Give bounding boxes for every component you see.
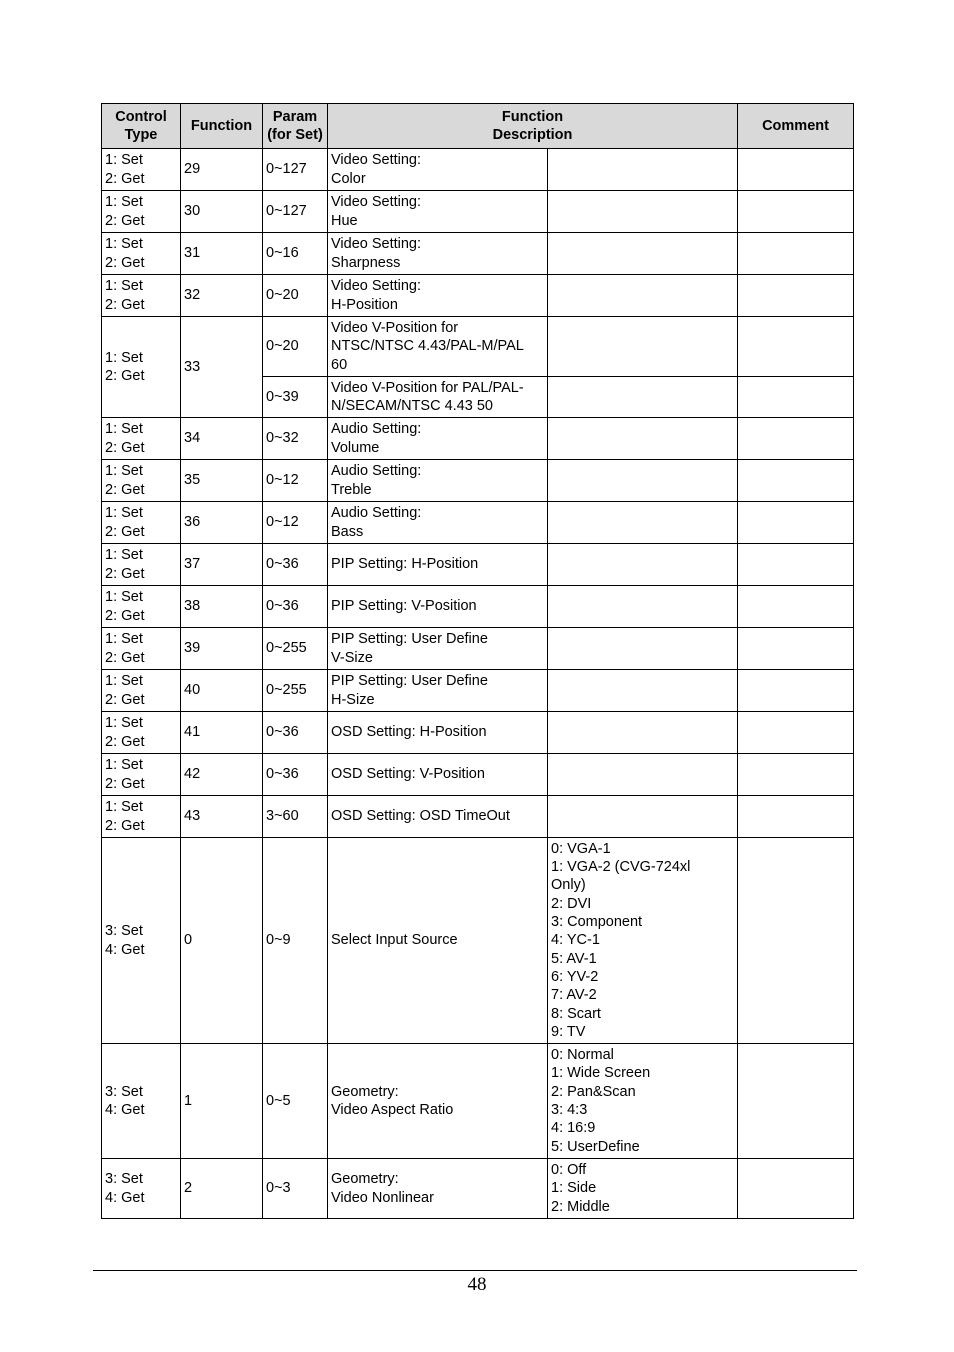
cell-values (548, 796, 738, 838)
table-row (102, 317, 854, 377)
cell-values (548, 586, 738, 628)
table-row (102, 628, 854, 670)
cell-comment (738, 149, 854, 191)
cell-description: OSD Setting: OSD TimeOut (328, 796, 548, 838)
header-param: Param (for Set) (263, 104, 328, 149)
cell-control-type: 1: Set 2: Get (102, 544, 181, 586)
cell-control-type: 1: Set 2: Get (102, 317, 181, 418)
cell-function: 30 (181, 191, 263, 233)
table-row (102, 712, 854, 754)
cell-description: PIP Setting: H-Position (328, 544, 548, 586)
cell-comment (738, 502, 854, 544)
cell-values (548, 149, 738, 191)
table-header-row (102, 104, 854, 149)
table-row (102, 544, 854, 586)
cell-function: 42 (181, 754, 263, 796)
cell-values (548, 628, 738, 670)
cell-param: 0~36 (263, 712, 328, 754)
cell-comment (738, 838, 854, 1044)
cell-param: 0~9 (263, 838, 328, 1044)
cell-values (548, 317, 738, 377)
cell-values: 0: Off 1: Side 2: Middle (548, 1159, 738, 1219)
cell-param: 0~39 (263, 377, 328, 418)
cell-param: 0~16 (263, 233, 328, 275)
cell-comment (738, 754, 854, 796)
cell-values: 0: VGA-1 1: VGA-2 (CVG-724xl Only) 2: DVI 3: Component 4: YC-1 5: AV-1 6: YV-2 7: AV-2 8: Scart 9: TV (548, 838, 738, 1044)
cell-description: Video Setting: Hue (328, 191, 548, 233)
cell-control-type: 1: Set 2: Get (102, 233, 181, 275)
table-row (102, 460, 854, 502)
cell-comment (738, 670, 854, 712)
cell-param: 0~36 (263, 754, 328, 796)
table-row (102, 1159, 854, 1219)
footer-divider (93, 1270, 857, 1271)
cell-comment (738, 1044, 854, 1159)
cell-comment (738, 191, 854, 233)
cell-values (548, 712, 738, 754)
table-row (102, 191, 854, 233)
table-row (102, 796, 854, 838)
cell-comment (738, 317, 854, 377)
cell-function: 33 (181, 317, 263, 418)
cell-description: Audio Setting: Bass (328, 502, 548, 544)
cell-control-type: 1: Set 2: Get (102, 275, 181, 317)
cell-control-type: 1: Set 2: Get (102, 796, 181, 838)
cell-values (548, 670, 738, 712)
cell-function: 40 (181, 670, 263, 712)
header-control-type: Control Type (102, 104, 181, 149)
cell-description: Video V-Position for PAL/PAL- N/SECAM/NTSC 4.43 50 (328, 377, 548, 418)
control-function-table (101, 103, 854, 1219)
cell-description: Select Input Source (328, 838, 548, 1044)
cell-description: OSD Setting: V-Position (328, 754, 548, 796)
cell-control-type: 1: Set 2: Get (102, 460, 181, 502)
header-function: Function (181, 104, 263, 149)
cell-function: 38 (181, 586, 263, 628)
table-row (102, 275, 854, 317)
cell-values (548, 754, 738, 796)
cell-param: 0~255 (263, 628, 328, 670)
cell-param: 0~36 (263, 586, 328, 628)
cell-function: 34 (181, 418, 263, 460)
cell-comment (738, 712, 854, 754)
table-row (102, 838, 854, 1044)
table-row (102, 586, 854, 628)
cell-function: 37 (181, 544, 263, 586)
cell-control-type: 1: Set 2: Get (102, 754, 181, 796)
cell-description: PIP Setting: User Define H-Size (328, 670, 548, 712)
cell-function: 1 (181, 1044, 263, 1159)
header-comment: Comment (738, 104, 854, 149)
cell-comment (738, 1159, 854, 1219)
cell-param: 0~32 (263, 418, 328, 460)
cell-comment (738, 544, 854, 586)
cell-function: 0 (181, 838, 263, 1044)
cell-param: 0~20 (263, 317, 328, 377)
cell-function: 41 (181, 712, 263, 754)
cell-function: 29 (181, 149, 263, 191)
cell-description: Video V-Position for NTSC/NTSC 4.43/PAL-M/PAL 60 (328, 317, 548, 377)
cell-values (548, 544, 738, 586)
cell-description: Audio Setting: Volume (328, 418, 548, 460)
cell-function: 2 (181, 1159, 263, 1219)
table-row (102, 233, 854, 275)
cell-function: 39 (181, 628, 263, 670)
cell-description: OSD Setting: H-Position (328, 712, 548, 754)
cell-comment (738, 796, 854, 838)
table-row (102, 754, 854, 796)
cell-values (548, 460, 738, 502)
cell-values (548, 418, 738, 460)
cell-description: PIP Setting: V-Position (328, 586, 548, 628)
cell-function: 31 (181, 233, 263, 275)
cell-control-type: 3: Set 4: Get (102, 838, 181, 1044)
cell-param: 0~36 (263, 544, 328, 586)
cell-values (548, 275, 738, 317)
cell-description: Geometry: Video Aspect Ratio (328, 1044, 548, 1159)
cell-param: 0~12 (263, 460, 328, 502)
cell-control-type: 1: Set 2: Get (102, 149, 181, 191)
cell-param: 0~127 (263, 191, 328, 233)
cell-description: Video Setting: Sharpness (328, 233, 548, 275)
cell-control-type: 1: Set 2: Get (102, 191, 181, 233)
header-function-description: Function Description (328, 104, 738, 149)
cell-param: 0~5 (263, 1044, 328, 1159)
cell-control-type: 3: Set 4: Get (102, 1159, 181, 1219)
cell-control-type: 1: Set 2: Get (102, 586, 181, 628)
table-row (102, 502, 854, 544)
cell-param: 3~60 (263, 796, 328, 838)
table-row (102, 418, 854, 460)
cell-comment (738, 418, 854, 460)
table-row (102, 1044, 854, 1159)
cell-values (548, 191, 738, 233)
cell-values: 0: Normal 1: Wide Screen 2: Pan&Scan 3: 4:3 4: 16:9 5: UserDefine (548, 1044, 738, 1159)
cell-param: 0~127 (263, 149, 328, 191)
cell-description: PIP Setting: User Define V-Size (328, 628, 548, 670)
cell-description: Video Setting: H-Position (328, 275, 548, 317)
cell-comment (738, 460, 854, 502)
cell-comment (738, 628, 854, 670)
cell-comment (738, 586, 854, 628)
cell-description: Geometry: Video Nonlinear (328, 1159, 548, 1219)
cell-function: 36 (181, 502, 263, 544)
cell-param: 0~255 (263, 670, 328, 712)
cell-description: Audio Setting: Treble (328, 460, 548, 502)
cell-control-type: 1: Set 2: Get (102, 418, 181, 460)
page-number: 48 (467, 1274, 487, 1295)
cell-function: 32 (181, 275, 263, 317)
cell-description: Video Setting: Color (328, 149, 548, 191)
cell-comment (738, 275, 854, 317)
table-row (102, 149, 854, 191)
cell-values (548, 502, 738, 544)
cell-param: 0~3 (263, 1159, 328, 1219)
cell-control-type: 3: Set 4: Get (102, 1044, 181, 1159)
cell-control-type: 1: Set 2: Get (102, 712, 181, 754)
cell-comment (738, 377, 854, 418)
table-row (102, 670, 854, 712)
cell-values (548, 377, 738, 418)
cell-param: 0~20 (263, 275, 328, 317)
cell-function: 35 (181, 460, 263, 502)
cell-control-type: 1: Set 2: Get (102, 628, 181, 670)
cell-control-type: 1: Set 2: Get (102, 502, 181, 544)
cell-values (548, 233, 738, 275)
cell-param: 0~12 (263, 502, 328, 544)
cell-function: 43 (181, 796, 263, 838)
cell-control-type: 1: Set 2: Get (102, 670, 181, 712)
cell-comment (738, 233, 854, 275)
